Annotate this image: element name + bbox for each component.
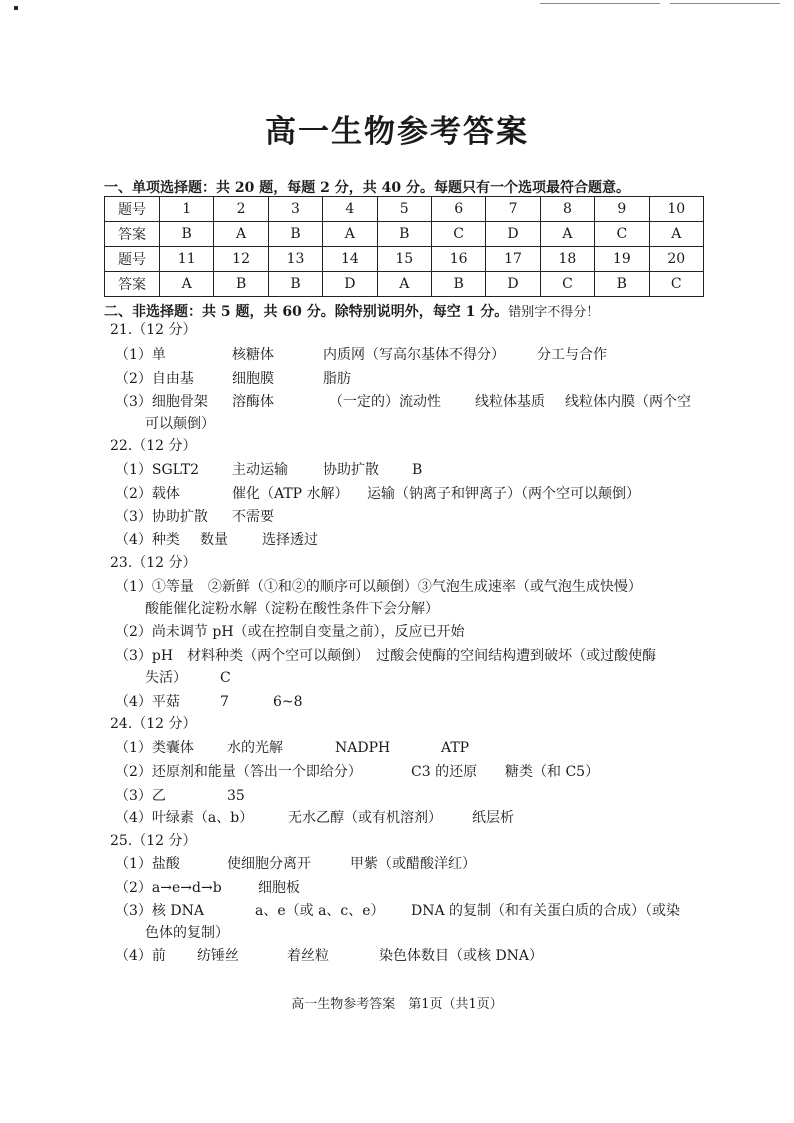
- answer-cell: A: [160, 272, 214, 297]
- answer-cell: A: [377, 272, 431, 297]
- q25-2-label: （2）a→e→d→b: [115, 880, 222, 896]
- question-cell: 5: [377, 197, 431, 222]
- question-cell: 7: [486, 197, 540, 222]
- q23-line-1: （1）①等量 ②新鲜（①和②的顺序可以颠倒）③气泡生成速率（或气泡生成快慢）: [115, 579, 642, 595]
- question-22-heading: 22.（12 分）: [110, 438, 197, 454]
- answer-cell: A: [214, 222, 268, 247]
- page-footer: 高一生物参考答案 第1页（共1页）: [291, 997, 503, 1012]
- answer-cell: D: [486, 222, 540, 247]
- answer-cell: C: [595, 222, 649, 247]
- q22-1-a: 主动运输: [232, 462, 288, 478]
- q21-3-label: （3）细胞骨架: [115, 394, 208, 410]
- q22-3-a: 不需要: [232, 509, 274, 525]
- answer-table: [104, 196, 704, 297]
- q25-3-b: DNA 的复制（和有关蛋白质的合成）（或染: [411, 903, 681, 919]
- answer-cell: A: [323, 222, 377, 247]
- section2-heading: [104, 301, 599, 321]
- answer-row-label: 答案: [105, 222, 160, 247]
- q21-3-c: 线粒体基质: [475, 394, 545, 410]
- q21-1-a: 核糖体: [232, 347, 274, 363]
- answer-cell: B: [431, 272, 485, 297]
- answer-cell: B: [268, 222, 322, 247]
- q23-line-3: （3）pH 材料种类（两个空可以颠倒） 过酸会使酶的空间结构遭到破坏（或过酸使酶: [115, 648, 657, 664]
- q23-4-a: 7: [220, 694, 229, 710]
- q22-2-b: 运输（钠离子和钾离子）（两个空可以颠倒）: [367, 486, 640, 502]
- q22-2-a: 催化（ATP 水解）: [232, 486, 349, 502]
- question-25-heading: 25.（12 分）: [110, 833, 197, 849]
- question-cell: 9: [595, 197, 649, 222]
- question-cell: 18: [540, 247, 594, 272]
- q25-4-a: 纺锤丝: [197, 948, 239, 964]
- q24-4-b: 纸层析: [472, 810, 514, 826]
- q23-line-1-cont: 酸能催化淀粉水解（淀粉在酸性条件下会分解）: [145, 601, 439, 617]
- answer-row-label: 答案: [105, 272, 160, 297]
- question-cell: 12: [214, 247, 268, 272]
- q23-line-2: （2）尚未调节 pH（或在控制自变量之前），反应已开始: [115, 624, 465, 640]
- answer-cell: C: [649, 272, 703, 297]
- question-cell: 19: [595, 247, 649, 272]
- answer-cell: D: [486, 272, 540, 297]
- answer-cell: B: [160, 222, 214, 247]
- q21-3-a: 溶酶体: [232, 394, 274, 410]
- q24-2-b: 糖类（和 C5）: [505, 764, 600, 780]
- q24-1-c: ATP: [441, 740, 470, 756]
- answer-cell: A: [649, 222, 703, 247]
- q22-4-a: 数量: [200, 532, 228, 548]
- section2-note: 错别字不得分！: [508, 305, 600, 320]
- q21-2-b: 脂肪: [323, 371, 351, 387]
- answer-cell: B: [377, 222, 431, 247]
- scan-edge-mark: [540, 3, 660, 4]
- q25-1-a: 使细胞分离开: [227, 856, 311, 872]
- section1-heading: 一、单项选择题：共 20 题，每题 2 分，共 40 分。每题只有一个选项最符合题意。: [104, 180, 630, 196]
- answer-cell: B: [214, 272, 268, 297]
- question-cell: 8: [540, 197, 594, 222]
- q22-1-c: B: [412, 462, 423, 478]
- section2-heading-text: 二、非选择题：共 5 题，共 60 分。除特别说明外，每空 1 分。: [104, 304, 509, 320]
- question-21-heading: 21.（12 分）: [110, 322, 197, 338]
- q24-3-label: （3）乙: [115, 788, 166, 804]
- q24-2-label: （2）还原剂和能量（答出一个即给分）: [115, 764, 362, 780]
- answer-cell: B: [268, 272, 322, 297]
- q24-1-b: NADPH: [335, 740, 391, 756]
- q25-1-b: 甲紫（或醋酸洋红）: [350, 856, 476, 872]
- question-cell: 10: [649, 197, 703, 222]
- q24-3-a: 35: [227, 788, 245, 804]
- question-cell: 14: [323, 247, 377, 272]
- question-cell: 4: [323, 197, 377, 222]
- question-cell: 11: [160, 247, 214, 272]
- q23-3-cont-a: 失活）: [145, 670, 187, 686]
- q21-2-label: （2）自由基: [115, 371, 194, 387]
- answer-cell: C: [540, 272, 594, 297]
- q24-1-label: （1）类囊体: [115, 740, 194, 756]
- answer-cell: D: [323, 272, 377, 297]
- question-cell: 3: [268, 197, 322, 222]
- q21-3-d: 线粒体内膜（两个空: [565, 394, 691, 410]
- q22-1-label: （1）SGLT2: [115, 462, 200, 478]
- q25-3-label: （3）核 DNA: [115, 903, 204, 919]
- q25-4-label: （4）前: [115, 948, 166, 964]
- question-cell: 6: [431, 197, 485, 222]
- question-row-label: 题号: [105, 247, 160, 272]
- q22-1-b: 协助扩散: [323, 462, 379, 478]
- q21-3-b: （一定的）流动性: [329, 394, 441, 410]
- question-cell: 1: [160, 197, 214, 222]
- q21-1-b: 内质网（写高尔基体不得分）: [323, 347, 505, 363]
- question-cell: 2: [214, 197, 268, 222]
- table-row: [105, 272, 704, 297]
- question-row-label: 题号: [105, 197, 160, 222]
- question-cell: 13: [268, 247, 322, 272]
- q25-4-c: 染色体数目（或核 DNA）: [379, 948, 544, 964]
- q25-line-3-cont: 色体的复制）: [145, 925, 229, 941]
- scan-dot: [14, 6, 18, 10]
- q24-4-label: （4）叶绿素（a、b）: [115, 810, 254, 826]
- q25-4-b: 着丝粒: [287, 948, 329, 964]
- page-title: 高一生物参考答案: [265, 114, 529, 150]
- q23-4-label: （4）平菇: [115, 694, 180, 710]
- table-row: [105, 247, 704, 272]
- q21-1-label: （1）单: [115, 347, 166, 363]
- scan-edge-mark: [670, 3, 780, 4]
- q25-1-label: （1）盐酸: [115, 856, 180, 872]
- answer-cell: C: [431, 222, 485, 247]
- table-row: [105, 197, 704, 222]
- q24-4-a: 无水乙醇（或有机溶剂）: [288, 810, 442, 826]
- q22-4-label: （4）种类: [115, 532, 180, 548]
- q21-2-a: 细胞膜: [232, 371, 274, 387]
- q24-1-a: 水的光解: [227, 740, 283, 756]
- question-24-heading: 24.（12 分）: [110, 716, 197, 732]
- q25-2-a: 细胞板: [258, 880, 300, 896]
- q22-3-label: （3）协助扩散: [115, 509, 208, 525]
- q24-2-a: C3 的还原: [411, 764, 478, 780]
- question-cell: 16: [431, 247, 485, 272]
- q22-2-label: （2）载体: [115, 486, 180, 502]
- q21-line-3-cont: 可以颠倒）: [145, 416, 215, 432]
- q21-1-c: 分工与合作: [537, 347, 607, 363]
- q22-4-b: 选择透过: [262, 532, 318, 548]
- q25-3-a: a、e（或 a、c、e）: [255, 903, 385, 919]
- question-cell: 15: [377, 247, 431, 272]
- answer-cell: A: [540, 222, 594, 247]
- answer-cell: B: [595, 272, 649, 297]
- q23-4-b: 6~8: [273, 694, 303, 710]
- question-cell: 20: [649, 247, 703, 272]
- q23-3-cont-b: C: [220, 670, 231, 686]
- table-row: [105, 222, 704, 247]
- question-cell: 17: [486, 247, 540, 272]
- question-23-heading: 23.（12 分）: [110, 555, 197, 571]
